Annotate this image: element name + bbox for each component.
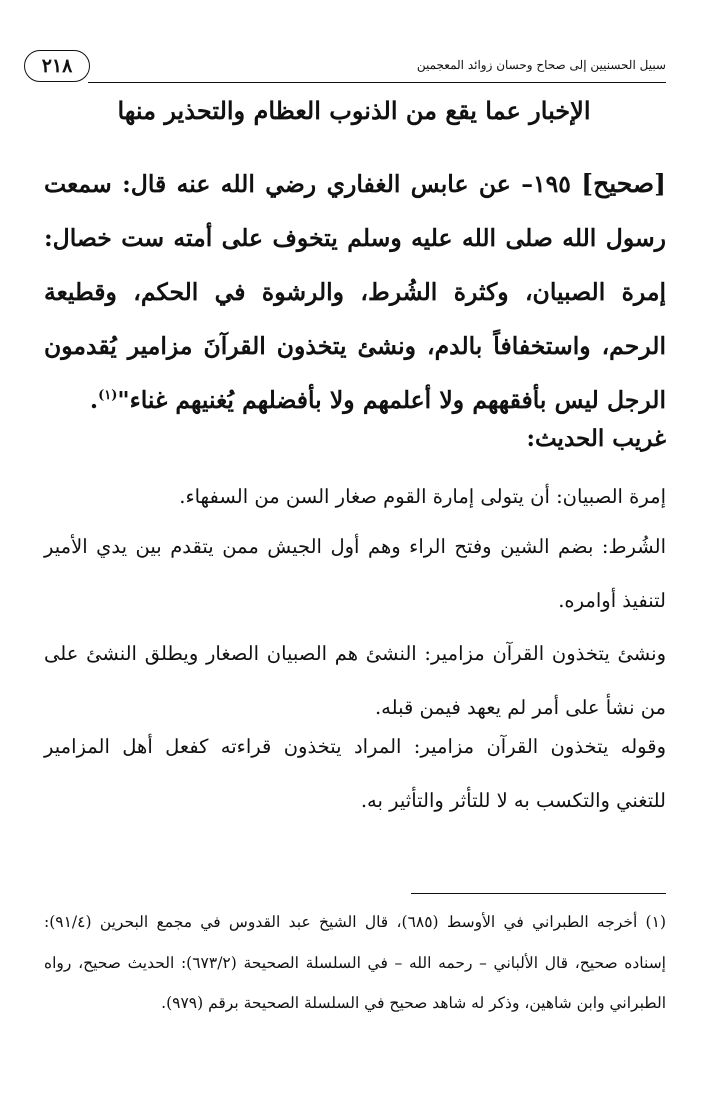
hadith-grade: [صحيح] bbox=[581, 169, 666, 198]
footnote: (١) أخرجه الطبراني في الأوسط (٦٨٥)، قال الشيخ عبد القدوس في مجمع البحرين (٩١/٤): إسناده صحيح، قال الألباني – رحمه الله – في السلسلة الصحيحة (٦٧٣/٢): الحديث صحيح، رواه الطبراني وابن شاهين، وذكر له شاهد صحيح في السلسلة الصحيحة برقم (٩٧٩). bbox=[44, 913, 666, 1012]
gharib-entry: ونشئ يتخذون القرآن مزامير: النشئ هم الصبيان الصغار ويطلق النشئ على من نشأ على أمر لم يعهد فيمن قبله. bbox=[44, 642, 666, 719]
hadith-paragraph: [صحيح] ١٩٥– عن عابس الغفاري رضي الله عنه قال: سمعت رسول الله صلى الله عليه وسلم يتخوف على أمته ست خصال: إمرة الصبيان، وكثرة الشُرط، والرشوة في الحكم، وقطيعة الرحم، واستخفافاً بالدم، ونشئ يتخذون القرآنَ مزامير يُقدمون الرجل ليس بأفقههم ولا أعلمهم ولا بأفضلهم يُغنيهم غناء"$^{(١)}$. bbox=[44, 169, 666, 414]
gharib-entry: وقوله يتخذون القرآن مزامير: المراد يتخذون قراءته كفعل أهل المزامير للتغني والتكسب به لا للتأثر والتأثير به. bbox=[44, 735, 666, 812]
running-title: سبيل الحسنيين إلى صحاح وحسان زوائد المعجمين bbox=[416, 58, 666, 72]
gharib-title: غريب الحديث: bbox=[526, 425, 666, 452]
header-rule bbox=[88, 82, 666, 83]
page-number: ٢١٨ bbox=[24, 50, 90, 82]
hadith-text: ١٩٥– عن عابس الغفاري رضي الله عنه قال: سمعت رسول الله صلى الله عليه وسلم يتخوف على أمته ست خصال: إمرة الصبيان، وكثرة الشُرط، والرشوة في الحكم، وقطيعة الرحم، واستخفافاً بالدم، ونشئ يتخذون القرآنَ مزامير يُقدمون الرجل ليس بأفقههم ولا أعلمهم ولا بأفضلهم يُغنيهم غناء" bbox=[44, 170, 666, 414]
gharib-entry: إمرة الصبيان: أن يتولى إمارة القوم صغار السن من السفهاء. bbox=[179, 485, 666, 508]
gharib-entry: الشُرط: بضم الشين وفتح الراء وهم أول الجيش ممن يتقدم بين يدي الأمير لتنفيذ أوامره. bbox=[44, 535, 666, 612]
footnote-rule bbox=[411, 893, 666, 894]
section-heading: الإخبار عما يقع من الذنوب العظام والتحذير منها bbox=[117, 96, 591, 125]
footnote-ref: (١) bbox=[98, 388, 118, 404]
